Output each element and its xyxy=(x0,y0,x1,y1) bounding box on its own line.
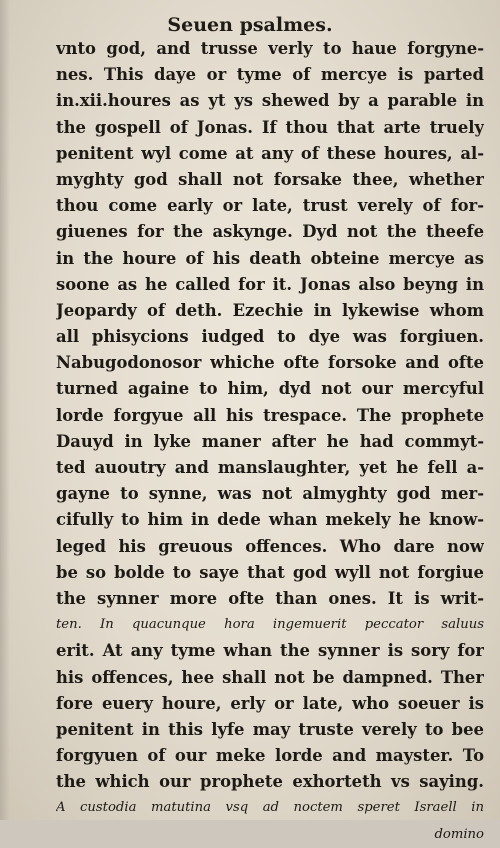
latin-quotation-line: domino xyxy=(434,826,484,842)
text-line: in the houre of his death obteine mercye as xyxy=(56,248,484,268)
text-line: penitent in this lyfe may truste verely to bee xyxy=(56,719,484,739)
text-line: the which our prophete exhorteth vs saying. xyxy=(56,772,484,792)
text-line: thou come early or late, trust verely of for- xyxy=(56,196,484,216)
latin-quotation-line: A custodia matutina vsq ad noctem speret Israell in xyxy=(56,800,484,816)
text-line: penitent wyl come at any of these houres, al- xyxy=(56,143,484,163)
text-line: fore euery houre, erly or late, who soeuer is xyxy=(56,693,484,713)
text-line: forgyuen of our meke lorde and mayster. To xyxy=(56,746,484,766)
text-line: Jeopardy of deth. Ezechie in lykewise whom xyxy=(56,300,484,320)
text-line: lorde forgyue all his trespace. The prophete xyxy=(56,405,484,425)
text-line: giuenes for the askynge. Dyd not the theefe xyxy=(56,222,484,242)
text-line: turned againe to him, dyd not our mercyful xyxy=(56,379,484,399)
text-line: myghty god shall not forsake thee, whether xyxy=(56,169,484,189)
text-line: the synner more ofte than ones. It is writ- xyxy=(56,588,484,608)
text-line: nes. This daye or tyme of mercye is parted xyxy=(56,65,484,85)
text-line: the gospell of Jonas. If thou that arte truely xyxy=(56,117,484,137)
text-line: Dauyd in lyke maner after he had commyt- xyxy=(56,431,484,451)
page-gutter-shadow xyxy=(0,0,10,820)
latin-quotation-line: ten. In quacunque hora ingemuerit peccator saluus xyxy=(56,617,484,633)
text-line: his offences, hee shall not be dampned. Ther xyxy=(56,667,484,687)
text-line: erit. At any tyme whan the synner is sory for xyxy=(56,641,484,661)
text-line: ted auoutry and manslaughter, yet he fell a- xyxy=(56,458,484,477)
text-line: cifully to him in dede whan mekely he know- xyxy=(56,510,484,530)
body-text xyxy=(56,36,484,848)
text-line: all phisycions iudged to dye was forgiuen. xyxy=(56,327,484,347)
text-line: leged his greuous offences. Who dare now xyxy=(56,536,484,556)
text-line: Nabugodonosor whiche ofte forsoke and ofte xyxy=(56,353,484,373)
text-line: in.xii.houres as yt ys shewed by a parable in xyxy=(56,91,484,111)
text-line: gayne to synne, was not almyghty god mer- xyxy=(56,484,484,504)
running-head: Seuen psalmes. xyxy=(167,14,333,36)
text-line: be so bolde to saye that god wyll not forgiue xyxy=(56,562,484,582)
text-line: vnto god, and trusse verly to haue forgyne- xyxy=(56,39,484,58)
text-line: soone as he called for it. Jonas also beyng in xyxy=(56,274,484,294)
